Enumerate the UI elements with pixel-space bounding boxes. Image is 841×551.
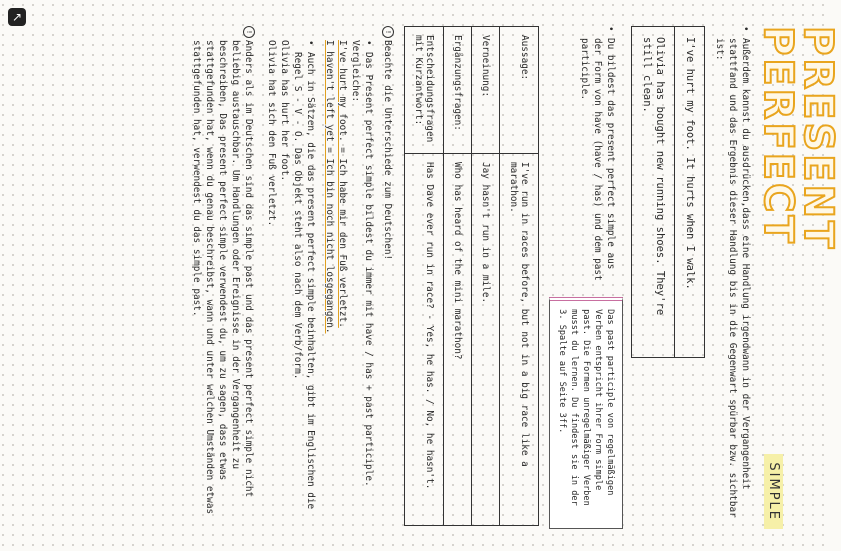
example-german: Olivia hat sich den Fuß verletzt. [266, 40, 277, 227]
table-row [444, 27, 472, 526]
example-english: Olivia has hurt her foot. [279, 40, 290, 182]
table-cell-label: Verneinung: [472, 27, 500, 154]
table-cell-label: Ergänzungsfragen: [444, 27, 472, 154]
difference-line: • Das Present perfect simple bildest du immer mit have / has + past participle. [362, 40, 375, 529]
intro-bullet: • Außerdem kannst du ausdrücken,dass eine Handlung irgendwann in der Vergangenheit stattfand und das Ergebnis dieser Handlung bis in die Gegenwart spürbar bzw. sichtbar ist: [713, 26, 752, 529]
example-box [631, 26, 705, 358]
formation-section [549, 26, 623, 529]
numbered-note [190, 26, 255, 529]
table-row [405, 27, 444, 526]
difference-heading: Beachte die Unterschiede zum Deutschen! [382, 40, 393, 261]
table-row [472, 27, 500, 526]
table-cell-text: Who has heard of the mini marathon? [444, 154, 472, 526]
corner-share-icon[interactable]: ↗ [8, 8, 26, 26]
difference-section [265, 26, 394, 529]
table-cell-label: Aussage: [500, 27, 539, 154]
numbered-note-text: Anders als im Deutschen sind das simple past und das present perfect simple nicht beliebig austauschbar. Um Handlungen oder Ereignisse in der Vergangenheit zu beschreiben, Das present perfect simple verwendest du, um zu sagen, dass etwas stattgefunden hat, wenn du genau beschreibst, wann und unter welchen Umständen etwas stattgefunden hat, verwendest du das simple past. [191, 40, 254, 515]
past-participle-note: Das past participle von regelmäßigen Verben entspricht ihrer Form simple past. Die Formen unregelmäßiger Verben musst du lernen. Du findest sie in der 3. Spalte auf Seite 3ff. [549, 297, 623, 529]
page-title: PRESENT PERFECT [755, 26, 841, 252]
compare-line-2: I haven't left yet = Ich bin noch nicht losgegangen. [324, 40, 335, 334]
numbered-note-icon: ! [243, 26, 255, 38]
exclamation-icon: ! [382, 26, 394, 38]
word-order-bullet: • Auch in Sätzen, die das present perfect simple beinhalten, gibt im Englischen die Regel S - V - O. Das Objekt steht also nach dem Verb/form. [291, 40, 317, 529]
page-subtitle: SIMPLE [764, 454, 783, 529]
compare-label: Vergleiche: [350, 40, 361, 103]
example-row-1: I've hurt my foot. It hurts when I walk. [684, 37, 696, 290]
formation-bullet: • Du bildest das present perfect simple aus der Form von have (have / has) und dem past participle. [549, 26, 617, 287]
table-cell-text: Has Dave ever run in race? - Yes, he has. / No, he hasn't. [405, 154, 444, 526]
table-cell-text: Jay hasn't run in a mile. [472, 154, 500, 526]
table-row [500, 27, 539, 526]
compare-line-1: I've hurt my foot. = Ich habe mir den Fuß verletzt. [337, 40, 348, 328]
example-row-2: Olivia has bought new running shoes. They're still clean. [632, 27, 675, 357]
table-cell-label: Entscheidungsfragen mit Kurzantwort: [405, 27, 444, 154]
table-cell-text: I've run in races before, but not in a big race like a marathon. [500, 154, 539, 526]
forms-table [404, 26, 539, 526]
title-row [755, 26, 841, 529]
